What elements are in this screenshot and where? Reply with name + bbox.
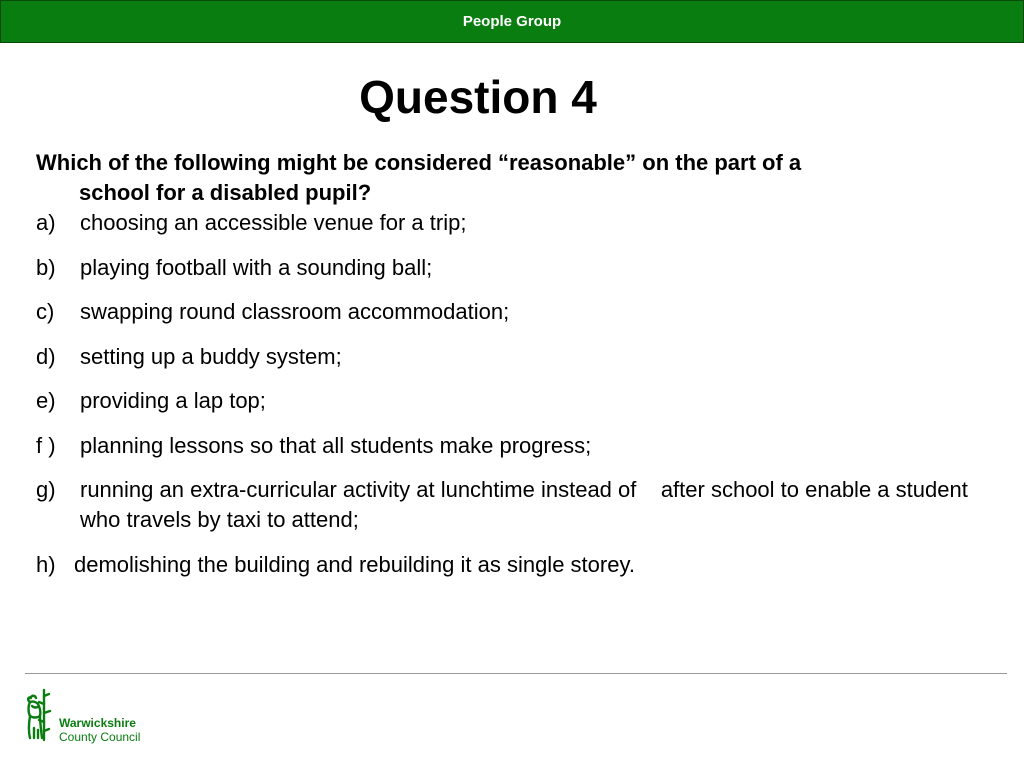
option-marker: g) <box>36 477 56 502</box>
option-text: planning lessons so that all students make progress; <box>80 432 592 458</box>
slide-title: Question 4 <box>359 71 597 123</box>
question-line-2: school for a disabled pupil? <box>79 180 372 205</box>
option-marker: b) <box>36 254 56 280</box>
option-text: running an extra-curricular activity at lunchtime instead of after school to enable a student who travels by taxi to attend; <box>80 477 974 532</box>
header-bar <box>0 0 1024 43</box>
option-g <box>36 475 1011 535</box>
logo-name-line-2: County Council <box>59 730 141 744</box>
footer-divider <box>25 673 1007 674</box>
option-text: playing football with a sounding ball; <box>80 254 433 280</box>
bear-and-ragged-staff-icon <box>24 686 58 744</box>
option-b <box>36 253 1011 283</box>
option-text: providing a lap top; <box>80 388 266 413</box>
question-line-1: Which of the following might be considered “reasonable” on the part of a <box>36 150 802 175</box>
option-text: swapping round classroom accommodation; <box>80 299 510 324</box>
option-h <box>36 550 1011 580</box>
answer-options <box>36 208 1011 594</box>
option-marker: c) <box>36 299 55 324</box>
option-text: choosing an accessible venue for a trip; <box>80 210 467 235</box>
question-text <box>36 148 976 208</box>
option-a <box>36 208 1011 238</box>
option-marker: h) <box>36 551 56 577</box>
option-e <box>36 386 1011 416</box>
option-marker: a) <box>36 210 56 235</box>
option-marker: e) <box>36 388 56 413</box>
option-marker: d) <box>36 343 56 369</box>
option-text: setting up a buddy system; <box>80 343 342 369</box>
logo-name-line-1: Warwickshire <box>59 716 136 730</box>
warwickshire-logo <box>24 686 164 746</box>
option-d <box>36 342 1011 372</box>
logo-text <box>59 716 140 744</box>
option-text: demolishing the building and rebuilding it as single storey. <box>74 551 635 577</box>
option-f <box>36 431 1011 461</box>
option-c <box>36 297 1011 327</box>
header-title: People Group <box>462 13 562 30</box>
option-marker: f ) <box>36 432 56 458</box>
